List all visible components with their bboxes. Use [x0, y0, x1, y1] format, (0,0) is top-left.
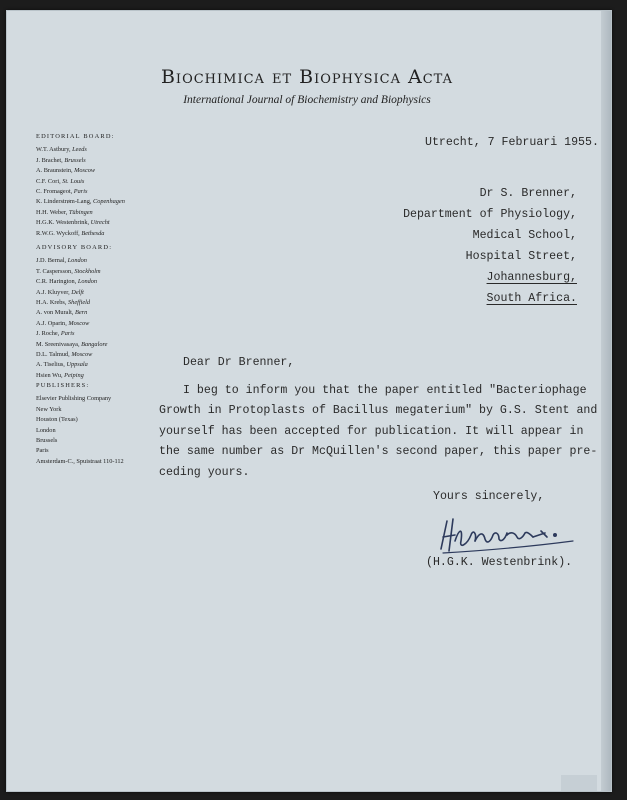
- letter-page: [6, 10, 612, 792]
- publisher-line: Paris: [36, 447, 49, 455]
- member-city: Delft: [71, 288, 84, 296]
- board-member: [36, 350, 112, 360]
- salutation: Dear Dr Brenner,: [183, 356, 295, 369]
- letter-body: [159, 381, 597, 483]
- member-name: H.H. Weber,: [36, 208, 68, 216]
- member-name: A.J. Kluyver,: [36, 288, 70, 296]
- journal-subtitle: International Journal of Biochemistry and Biophysics: [183, 94, 431, 106]
- publisher-line: New York: [36, 405, 62, 413]
- advisory-board: [36, 243, 112, 381]
- board-member: [36, 267, 112, 277]
- letter-date: Utrecht, 7 Februari 1955.: [425, 136, 599, 149]
- member-city: London: [67, 257, 87, 265]
- board-member: [36, 371, 112, 381]
- journal-title: Biochimica et Biophysica Acta: [160, 66, 454, 88]
- board-member: [36, 156, 125, 166]
- board-member: [36, 340, 112, 350]
- board-member: [36, 166, 125, 176]
- member-city: Bangalore: [81, 340, 108, 348]
- board-member: [36, 288, 112, 298]
- address-city: Johannesburg,: [486, 271, 577, 284]
- board-member: [36, 218, 125, 228]
- member-name: C.R. Harington,: [36, 278, 77, 286]
- member-name: K. Linderstrøm-Lang,: [36, 198, 92, 206]
- member-city: Paris: [73, 188, 88, 196]
- member-city: Bethesda: [81, 229, 105, 237]
- publisher-line: Houston (Texas): [36, 416, 78, 424]
- member-city: Stockholm: [74, 267, 101, 275]
- member-city: Utrecht: [90, 219, 110, 227]
- publisher-line: Elsevier Publishing Company: [36, 395, 112, 403]
- member-name: C. Fromageot,: [36, 188, 73, 196]
- signatory-name: (H.G.K. Westenbrink).: [426, 556, 573, 569]
- address-country: South Africa.: [486, 292, 577, 305]
- board-member: [36, 208, 125, 218]
- member-city: Moscow: [68, 319, 90, 327]
- paper-edge: [601, 11, 611, 791]
- paper-corner: [561, 775, 597, 791]
- body-line: I beg to inform you that the paper entitled "Bacteriophage: [183, 384, 587, 397]
- member-city: London: [77, 278, 98, 286]
- member-city: Bern: [75, 309, 88, 317]
- member-city: Moscow: [74, 167, 96, 175]
- member-city: Moscow: [71, 351, 93, 359]
- member-name: D.L. Talmud,: [36, 351, 70, 359]
- member-city: Paris: [60, 330, 75, 338]
- editorial-board-heading: EDITORIAL BOARD:: [36, 133, 115, 140]
- member-city: Uppsala: [66, 361, 88, 369]
- member-name: R.W.G. Wyckoff,: [36, 229, 80, 237]
- board-member: [36, 197, 125, 207]
- editorial-board: [36, 132, 125, 239]
- board-member: [36, 145, 125, 155]
- member-city: Sheffield: [68, 299, 91, 307]
- address-line: Medical School,: [472, 229, 577, 242]
- member-city: Peiping: [64, 371, 84, 379]
- publishers: [36, 381, 124, 467]
- board-member: [36, 308, 112, 318]
- handwritten-signature: [437, 511, 577, 557]
- member-name: C.F. Cori,: [36, 177, 61, 185]
- closing: Yours sincerely,: [433, 490, 545, 503]
- member-name: H.G.K. Westenbrink,: [36, 219, 90, 227]
- publisher-line: Amsterdam-C., Spuistraat 110-112: [36, 457, 124, 465]
- address-line: Dr S. Brenner,: [479, 187, 577, 200]
- member-city: Copenhagen: [93, 198, 125, 206]
- member-name: A.J. Oparin,: [36, 319, 67, 327]
- body-line: yourself has been accepted for publication. It will appear in: [159, 424, 584, 438]
- member-city: Brussels: [64, 156, 86, 164]
- recipient-address: [403, 183, 577, 309]
- board-member: [36, 329, 112, 339]
- publishers-heading: PUBLISHERS:: [36, 382, 90, 389]
- member-name: J. Roche,: [36, 330, 60, 338]
- member-name: A. von Muralt,: [36, 309, 74, 317]
- board-member: [36, 277, 112, 287]
- member-city: St. Louis: [62, 177, 85, 185]
- board-member: [36, 298, 112, 308]
- member-city: Leeds: [72, 146, 87, 154]
- member-name: A. Tiselius,: [36, 361, 65, 369]
- body-line: the same number as Dr McQuillen's second paper, this paper pre-: [159, 445, 598, 459]
- advisory-board-heading: ADVISORY BOARD:: [36, 244, 113, 251]
- address-line: Hospital Street,: [465, 250, 577, 263]
- member-name: M. Sreenivasaya,: [36, 340, 80, 348]
- board-member: [36, 360, 112, 370]
- board-member: [36, 319, 112, 329]
- address-line: Department of Physiology,: [403, 208, 577, 221]
- member-name: Hsien Wu,: [36, 371, 63, 379]
- publisher-line: Brussels: [36, 437, 58, 445]
- body-line: ceding yours.: [159, 465, 250, 479]
- body-line: Growth in Protoplasts of Bacillus megaterium" by G.S. Stent and: [159, 404, 598, 418]
- member-name: J. Brachet,: [36, 156, 63, 164]
- member-name: A. Braunstein,: [36, 167, 73, 175]
- board-member: [36, 187, 125, 197]
- member-name: T. Caspersson,: [36, 267, 73, 275]
- member-name: H.A. Krebs,: [36, 299, 67, 307]
- member-name: J.D. Bernal,: [36, 257, 67, 265]
- board-member: [36, 229, 125, 239]
- publisher-line: London: [36, 426, 56, 434]
- board-member: [36, 256, 112, 266]
- member-name: W.T. Astbury,: [36, 146, 71, 154]
- board-member: [36, 177, 125, 187]
- member-city: Tübingen: [68, 208, 93, 216]
